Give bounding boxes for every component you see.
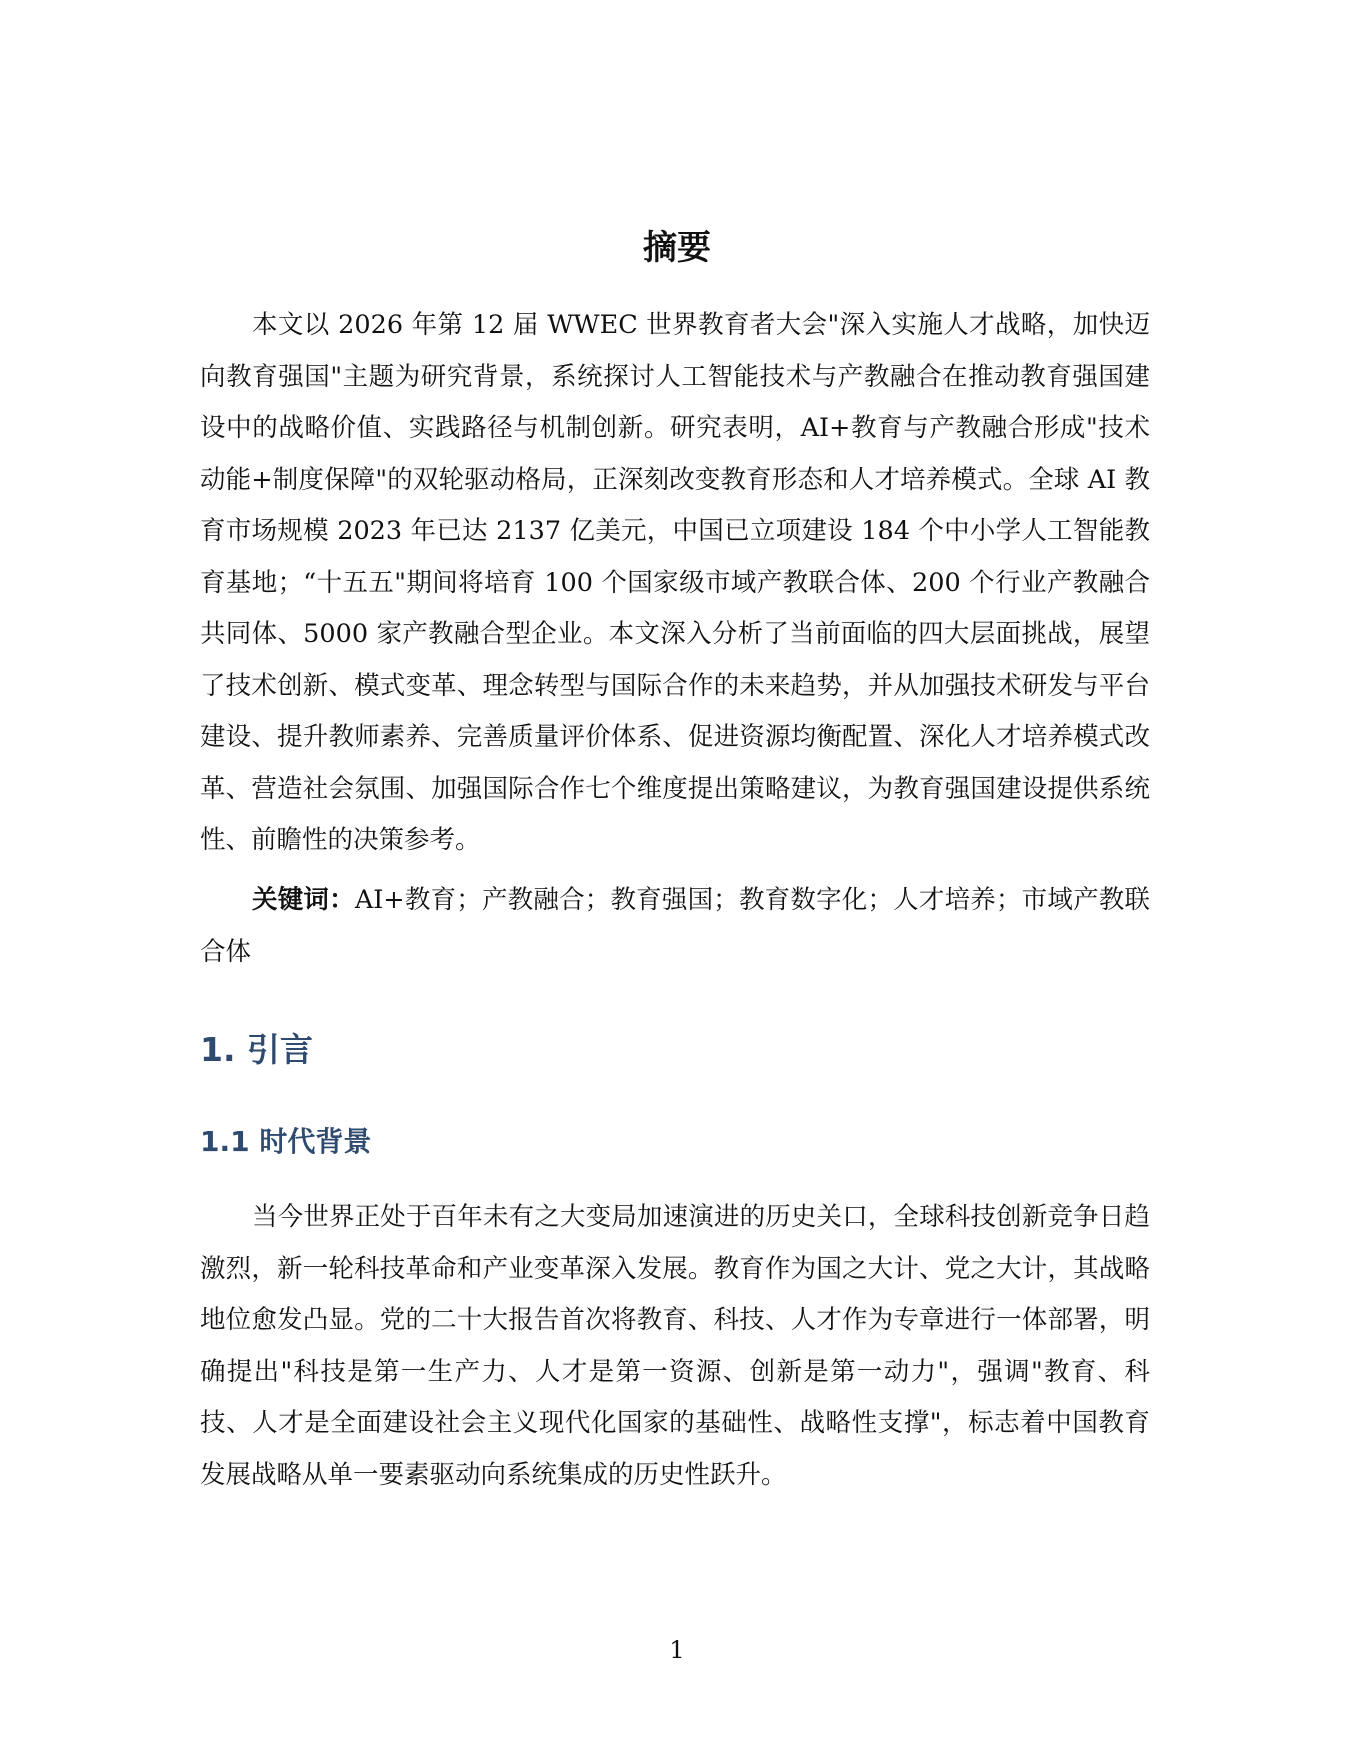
abstract-title: 摘要 <box>643 228 711 268</box>
abstract-body: 本文以 2026 年第 12 届 WWEC 世界教育者大会"深入实施人才战略，加快迈向教育强国"主题为研究背景，系统探讨人工智能技术与产教融合在推动教育强国建设中的战略价值、实践路径与机制创新。研究表明，AI+教育与产教融合形成"技术动能+制度保障"的双轮驱动格局，正深刻改变教育形态和人才培养模式。全球 AI 教育市场规模 2023 年已达 2137 亿美元，中国已立项建设 184 个中小学人工智能教育基地；“十五五"期间将培育 100 个国家级市域产教联合体、200 个行业产教融合共同体、5000 家产教融合型企业。本文深入分析了当前面临的四大层面挑战，展望了技术创新、模式变革、理念转型与国际合作的未来趋势，并从加强技术研发与平台建设、提升教师素养、完善质量评价体系、促进资源均衡配置、深化人才培养模式改革、营造社会氛围、加强国际合作七个维度提出策略建议，为教育强国建设提供系统性、前瞻性的决策参考。 <box>200 310 1150 855</box>
background-paragraph: 当今世界正处于百年未有之大变局加速演进的历史关口，全球科技创新竞争日趋激烈，新一轮科技革命和产业变革深入发展。教育作为国之大计、党之大计，其战略地位愈发凸显。党的二十大报告首次将教育、科技、人才作为专章进行一体部署，明确提出"科技是第一生产力、人才是第一资源、创新是第一动力"，强调"教育、科技、人才是全面建设社会主义现代化国家的基础性、战略性支撑"，标志着中国教育发展战略从单一要素驱动向系统集成的历史性跃升。 <box>200 1202 1150 1490</box>
page-number: 1 <box>669 1636 685 1664</box>
keywords-paragraph <box>200 875 1150 978</box>
keywords-text: AI+教育；产教融合；教育强国；教育数字化；人才培养；市域产教联合体 <box>200 885 1150 967</box>
subsection-heading-background: 1.1 时代背景 <box>200 1125 372 1158</box>
keywords-label: 关键词： <box>252 885 355 915</box>
section-heading-introduction: 1. 引言 <box>200 1030 313 1069</box>
